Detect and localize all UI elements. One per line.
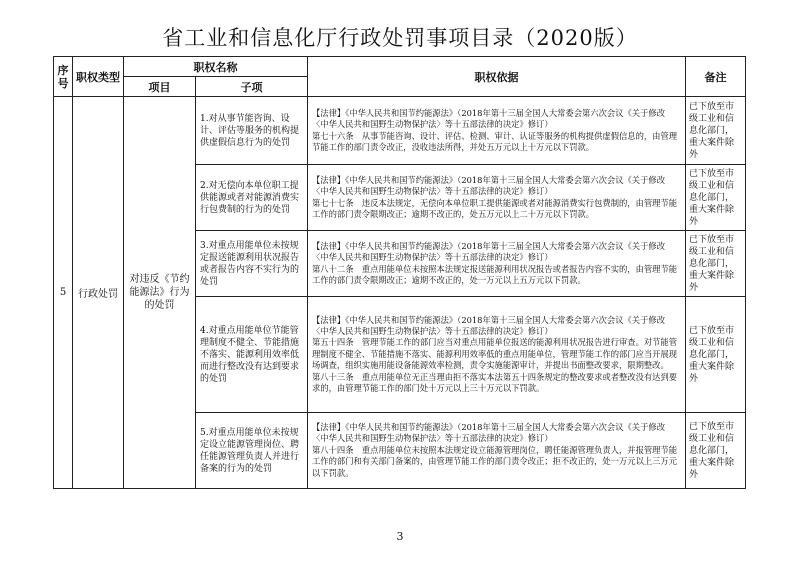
basis-law: 【法律】《中华人民共和国节约能源法》（2018年第十三届全国人大常委会第六次会议《关于修改〈中华人民共和国野生动物保护法〉等十五部法律的决定》修订）: [312, 240, 665, 263]
basis-law: 【法律】《中华人民共和国节约能源法》（2018年第十三届全国人大常委会第六次会议《关于修改〈中华人民共和国野生动物保护法〉等十五部法律的决定》修订）: [312, 314, 665, 336]
header-subitem: 子项: [196, 77, 308, 97]
header-item: 项目: [124, 77, 196, 97]
basis-article: 第七十六条 从事节能咨询、设计、评估、检测、审计、认证等服务的机构提供虚假信息的，由管理节能工作的部门责令改正，没收违法所得，并处五万元以上十万元以下罚款。: [312, 130, 678, 152]
basis-law: 【法律】《中华人民共和国节约能源法》（2018年第十三届全国人大常委会第六次会议《关于修改〈中华人民共和国野生动物保护法〉等十五部法律的决定》修订）: [312, 174, 665, 197]
page-number: 3: [396, 530, 404, 543]
header-type: 职权类型: [73, 57, 124, 97]
subitem-name: 2.对无偿向本单位职工提供能源或者对能源消费实行包费制的行为的处罚: [196, 165, 308, 231]
penalty-table: [53, 56, 746, 489]
subitem-name: 5.对重点用能单位未按规定设立能源管理岗位、聘任能源管理负责人并进行备案的行为的处罚: [196, 413, 308, 489]
subitem-name: 1.对从事节能咨询、设计、评估等服务的机构提供虚假信息行为的处罚: [196, 97, 308, 165]
subitem-basis: [308, 231, 686, 297]
subitem-note: 已下放至市级工业和信息化部门，重大案件除外: [686, 413, 746, 489]
subitem-name: 4.对重点用能单位节能管理制度不健全、节能措施不落实、能源利用效率低而进行整改没有达到要求的处罚: [196, 297, 308, 413]
subitem-note: 已下放至市级工业和信息化部门，重大案件除外: [686, 165, 746, 231]
basis-law: 【法律】《中华人民共和国节约能源法》（2018年第十三届全国人大常委会第六次会议《关于修改〈中华人民共和国野生动物保护法〉等十五部法律的决定》修订）: [312, 107, 665, 130]
basis-law: 【法律】《中华人民共和国节约能源法》（2018年第十三届全国人大常委会第六次会议《关于修改〈中华人民共和国野生动物保护法〉等十五部法律的决定》修订）: [312, 421, 665, 444]
header-basis: 职权依据: [308, 57, 686, 97]
basis-article: 第八十三条 重点用能单位无正当理由拒不落实本法第五十四条规定的整改要求或者整改没有达到要求的，由管理节能工作的部门处十万元以上三十万元以下罚款。: [312, 371, 678, 394]
subitem-note: 已下放至市级工业和信息化部门，重大案件除外: [686, 231, 746, 297]
basis-article: 第七十七条 违反本法规定，无偿向本单位职工提供能源或者对能源消费实行包费制的，由管理节能工作的部门责令限期改正；逾期不改正的，处五万元以上二十万元以下罚款。: [312, 197, 678, 219]
row-type: 行政处罚: [73, 97, 124, 489]
subitem-note: 已下放至市级工业和信息化部门，重大案件除外: [686, 297, 746, 413]
row-number: 5: [54, 97, 73, 489]
header-no: 序号: [54, 57, 73, 97]
header-name: 职权名称: [124, 57, 308, 77]
subitem-basis: [308, 413, 686, 489]
subitem-basis: [308, 297, 686, 413]
subitem-note: 已下放至市级工业和信息化部门，重大案件除外: [686, 97, 746, 165]
table-row: [54, 97, 746, 165]
subitem-basis: [308, 165, 686, 231]
document-title: 省工业和信息化厅行政处罚事项目录（2020版）: [162, 26, 638, 50]
subitem-basis: [308, 97, 686, 165]
row-item: 对违反《节约能源法》行为的处罚: [124, 97, 196, 489]
basis-article: 第八十四条 重点用能单位未按照本法规定设立能源管理岗位，聘任能源管理负责人，并报管理节能工作的部门和有关部门备案的，由管理节能工作的部门责令改正；拒不改正的，处一万元以上三万元以下罚款。: [312, 444, 678, 478]
basis-article: 第五十四条 管理节能工作的部门应当对重点用能单位报送的能源利用状况报告进行审查。对节能管理制度不健全、节能措施不落实、能源利用效率低的重点用能单位，管理节能工作的部门应当开展现场调查，组织实施用能设备能源效率检测，责令实施能源审计，并提出书面整改要求，限期整改。: [312, 337, 678, 371]
header-note: 备注: [686, 57, 746, 97]
subitem-name: 3.对重点用能单位未按规定报送能源利用状况报告或者报告内容不实行为的处罚: [196, 231, 308, 297]
basis-article: 第八十二条 重点用能单位未按照本法规定报送能源利用状况报告或者报告内容不实的，由管理节能工作的部门责令限期改正；逾期不改正的，处一万元以上五万元以下罚款。: [312, 263, 678, 285]
